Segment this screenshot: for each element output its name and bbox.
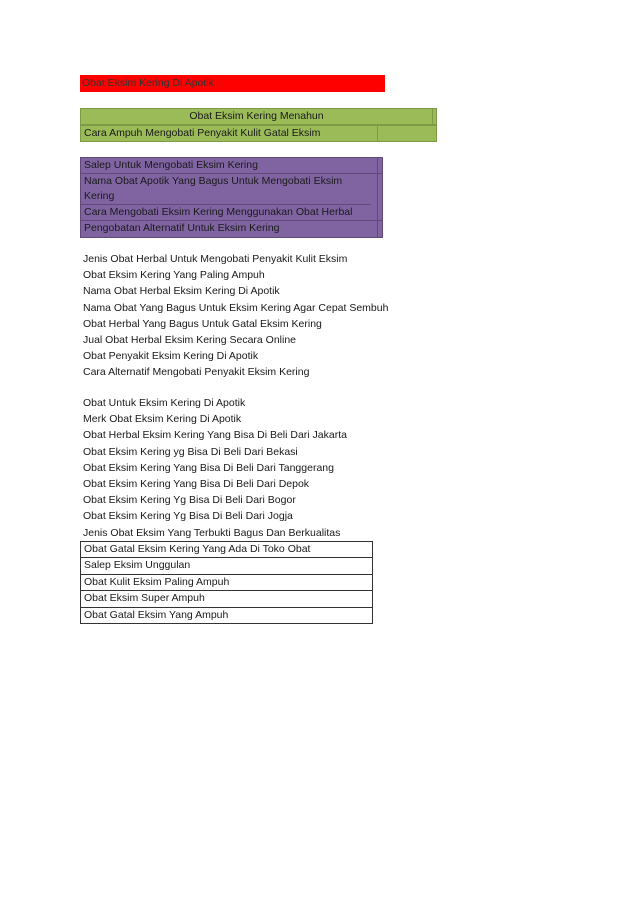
green-row-left bbox=[80, 125, 437, 142]
list-item: Obat Herbal Eksim Kering Yang Bisa Di Beli Dari Jakarta bbox=[83, 429, 347, 442]
list-item: Jual Obat Herbal Eksim Kering Secara Online bbox=[83, 334, 297, 347]
table-row: Obat Gatal Eksim Kering Yang Ada Di Toko Obat bbox=[81, 542, 372, 558]
list-item: Nama Obat Yang Bagus Untuk Eksim Kering Agar Cepat Sembuh bbox=[83, 301, 389, 314]
list-item: Jenis Obat Herbal Untuk Mengobati Penyakit Kulit Eksim bbox=[83, 253, 348, 265]
purple-row: Cara Mengobati Eksim Kering Menggunakan Obat Herbal bbox=[81, 205, 382, 221]
list-one bbox=[83, 251, 388, 381]
bordered-table bbox=[80, 541, 373, 624]
list-item: Obat Eksim Kering yg Bisa Di Beli Dari Bekasi bbox=[83, 445, 298, 458]
table-row: Obat Eksim Super Ampuh bbox=[81, 591, 372, 607]
list-item: Obat Eksim Kering Yg Bisa Di Beli Dari Jogja bbox=[83, 510, 293, 523]
list-item: Obat Eksim Kering Yg Bisa Di Beli Dari Bogor bbox=[83, 494, 296, 507]
green-row-text: Cara Ampuh Mengobati Penyakit Kulit Gatal Eksim bbox=[84, 127, 321, 139]
green-row-text: Obat Eksim Kering Menahun bbox=[189, 110, 324, 122]
green-row-centered bbox=[80, 108, 437, 125]
list-item: Nama Obat Herbal Eksim Kering Di Apotik bbox=[83, 285, 280, 298]
list-item: Merk Obat Eksim Kering Di Apotik bbox=[83, 413, 242, 426]
list-item: Obat Penyakit Eksim Kering Di Apotik bbox=[83, 350, 259, 363]
list-item: Obat Eksim Kering Yang Paling Ampuh bbox=[83, 269, 265, 282]
list-item: Cara Alternatif Mengobati Penyakit Eksim Kering bbox=[83, 366, 310, 379]
list-two bbox=[83, 395, 347, 541]
cell-divider bbox=[377, 126, 378, 141]
list-item: Obat Herbal Yang Bagus Untuk Gatal Eksim Kering bbox=[83, 317, 322, 330]
purple-row: Nama Obat Apotik Yang Bagus Untuk Mengobati Eksim Kering bbox=[81, 174, 371, 205]
purple-row: Pengobatan Alternatif Untuk Eksim Kering bbox=[84, 222, 280, 234]
list-item: Jenis Obat Eksim Yang Terbukti Bagus Dan Berkualitas bbox=[83, 526, 341, 539]
table-row: Obat Gatal Eksim Yang Ampuh bbox=[84, 608, 229, 621]
list-item: Obat Eksim Kering Yang Bisa Di Beli Dari Tanggerang bbox=[83, 461, 334, 474]
table-row: Salep Eksim Unggulan bbox=[81, 558, 372, 574]
list-item: Obat Untuk Eksim Kering Di Apotik bbox=[83, 397, 246, 409]
purple-block bbox=[80, 157, 383, 238]
purple-row: Salep Untuk Mengobati Eksim Kering bbox=[81, 158, 382, 174]
list-item: Obat Eksim Kering Yang Bisa Di Beli Dari Depok bbox=[83, 478, 310, 491]
header-title: Obat Eksim Kering Di Apotik bbox=[80, 75, 385, 92]
cell-divider bbox=[432, 109, 433, 124]
table-row: Obat Kulit Eksim Paling Ampuh bbox=[81, 575, 372, 591]
